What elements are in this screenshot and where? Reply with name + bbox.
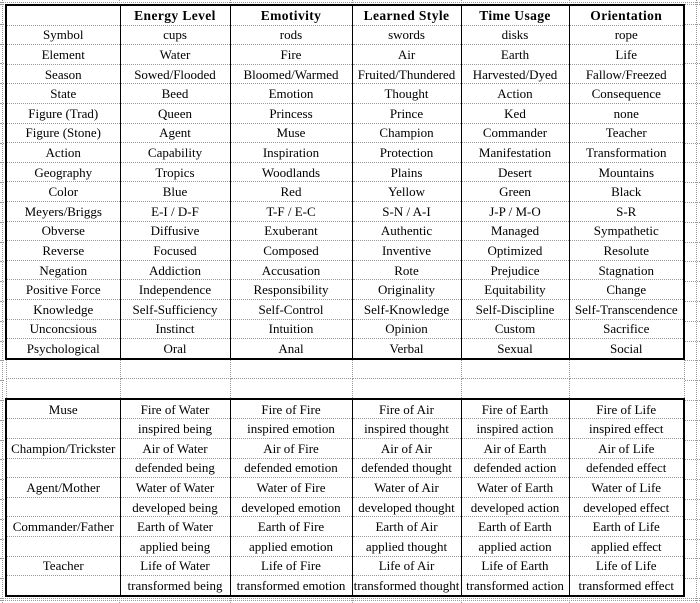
value-cell: Diffusive bbox=[120, 221, 230, 241]
value-cell: Earth of Life bbox=[569, 517, 684, 537]
value-cell: Plains bbox=[352, 162, 461, 182]
value-cell: Managed bbox=[461, 221, 569, 241]
table-row bbox=[6, 339, 684, 359]
table-row bbox=[6, 201, 684, 221]
correspondence-table-body bbox=[6, 5, 684, 596]
value-cell: inspired emotion bbox=[230, 419, 352, 439]
value-cell: Muse bbox=[230, 123, 352, 143]
value-cell: Red bbox=[230, 182, 352, 202]
value-cell: Originality bbox=[352, 280, 461, 300]
row-label bbox=[6, 458, 120, 478]
value-cell: applied action bbox=[461, 537, 569, 557]
table-row bbox=[6, 299, 684, 319]
column-header: Energy Level bbox=[120, 5, 230, 25]
table-row bbox=[6, 458, 684, 478]
value-cell: Water of Water bbox=[120, 478, 230, 498]
value-cell: developed emotion bbox=[230, 497, 352, 517]
gridline-horizontal bbox=[0, 2, 700, 3]
value-cell: Earth of Fire bbox=[230, 517, 352, 537]
row-label bbox=[6, 359, 120, 379]
value-cell: Self-Control bbox=[230, 299, 352, 319]
row-label: Symbol bbox=[6, 25, 120, 45]
value-cell: Princess bbox=[230, 103, 352, 123]
row-label: Knowledge bbox=[6, 299, 120, 319]
value-cell bbox=[569, 379, 684, 399]
value-cell: Sowed/Flooded bbox=[120, 64, 230, 84]
table-row bbox=[6, 556, 684, 576]
value-cell: Protection bbox=[352, 143, 461, 163]
value-cell: Blue bbox=[120, 182, 230, 202]
value-cell: Earth of Water bbox=[120, 517, 230, 537]
value-cell: Fruited/Thundered bbox=[352, 64, 461, 84]
column-header: Time Usage bbox=[461, 5, 569, 25]
table-row bbox=[6, 162, 684, 182]
value-cell: Life of Life bbox=[569, 556, 684, 576]
row-label: Season bbox=[6, 64, 120, 84]
value-cell: Air of Water bbox=[120, 439, 230, 459]
value-cell: Prejudice bbox=[461, 260, 569, 280]
value-cell: developed being bbox=[120, 497, 230, 517]
value-cell: Water of Life bbox=[569, 478, 684, 498]
value-cell: defended emotion bbox=[230, 458, 352, 478]
table-row bbox=[6, 241, 684, 261]
value-cell: Capability bbox=[120, 143, 230, 163]
value-cell: inspired being bbox=[120, 419, 230, 439]
value-cell: Responsibility bbox=[230, 280, 352, 300]
value-cell: Fire of Earth bbox=[461, 399, 569, 419]
value-cell bbox=[461, 359, 569, 379]
table-row bbox=[6, 399, 684, 419]
table-row bbox=[6, 439, 684, 459]
value-cell: Life of Fire bbox=[230, 556, 352, 576]
value-cell: Action bbox=[461, 84, 569, 104]
value-cell: Water of Fire bbox=[230, 478, 352, 498]
value-cell: Self-Sufficiency bbox=[120, 299, 230, 319]
value-cell: Custom bbox=[461, 319, 569, 339]
value-cell: Bloomed/Warmed bbox=[230, 64, 352, 84]
row-label: Muse bbox=[6, 399, 120, 419]
row-label: Positive Force bbox=[6, 280, 120, 300]
value-cell: transformed effect bbox=[569, 576, 684, 596]
table-row bbox=[6, 64, 684, 84]
value-cell: S-R bbox=[569, 201, 684, 221]
row-label: Figure (Trad) bbox=[6, 103, 120, 123]
value-cell: Earth of Earth bbox=[461, 517, 569, 537]
table-row bbox=[6, 103, 684, 123]
value-cell: Water bbox=[120, 45, 230, 65]
value-cell: Fire of Fire bbox=[230, 399, 352, 419]
row-label: Reverse bbox=[6, 241, 120, 261]
row-label: Element bbox=[6, 45, 120, 65]
table-row bbox=[6, 497, 684, 517]
value-cell: transformed action bbox=[461, 576, 569, 596]
value-cell: Fire of Air bbox=[352, 399, 461, 419]
value-cell: Consequence bbox=[569, 84, 684, 104]
value-cell: Sexual bbox=[461, 339, 569, 359]
value-cell: Fire of Life bbox=[569, 399, 684, 419]
row-label: Figure (Stone) bbox=[6, 123, 120, 143]
value-cell: Prince bbox=[352, 103, 461, 123]
value-cell: Self-Transcendence bbox=[569, 299, 684, 319]
value-cell: Earth of Air bbox=[352, 517, 461, 537]
value-cell: Resolute bbox=[569, 241, 684, 261]
value-cell: Water of Air bbox=[352, 478, 461, 498]
value-cell: J-P / M-O bbox=[461, 201, 569, 221]
row-label: Psychological bbox=[6, 339, 120, 359]
value-cell: Agent bbox=[120, 123, 230, 143]
value-cell: inspired thought bbox=[352, 419, 461, 439]
value-cell: Opinion bbox=[352, 319, 461, 339]
value-cell: Woodlands bbox=[230, 162, 352, 182]
value-cell: inspired effect bbox=[569, 419, 684, 439]
value-cell bbox=[569, 359, 684, 379]
value-cell: Change bbox=[569, 280, 684, 300]
row-label bbox=[6, 379, 120, 399]
value-cell: Verbal bbox=[352, 339, 461, 359]
value-cell: Self-Knowledge bbox=[352, 299, 461, 319]
table-row bbox=[6, 221, 684, 241]
table-row bbox=[6, 576, 684, 596]
table-row bbox=[6, 25, 684, 45]
value-cell: transformed emotion bbox=[230, 576, 352, 596]
value-cell: defended being bbox=[120, 458, 230, 478]
value-cell: applied effect bbox=[569, 537, 684, 557]
row-label: Unconcsious bbox=[6, 319, 120, 339]
value-cell: Fire of Water bbox=[120, 399, 230, 419]
value-cell bbox=[230, 379, 352, 399]
row-label: Agent/Mother bbox=[6, 478, 120, 498]
value-cell: developed thought bbox=[352, 497, 461, 517]
value-cell: Optimized bbox=[461, 241, 569, 261]
table-row bbox=[6, 419, 684, 439]
value-cell: rods bbox=[230, 25, 352, 45]
value-cell: defended action bbox=[461, 458, 569, 478]
row-label: Geography bbox=[6, 162, 120, 182]
gridline-horizontal bbox=[0, 600, 700, 601]
value-cell: Rote bbox=[352, 260, 461, 280]
value-cell: Champion bbox=[352, 123, 461, 143]
value-cell: Emotion bbox=[230, 84, 352, 104]
value-cell: developed action bbox=[461, 497, 569, 517]
value-cell: Earth bbox=[461, 45, 569, 65]
value-cell bbox=[352, 379, 461, 399]
row-label: State bbox=[6, 84, 120, 104]
row-label: Teacher bbox=[6, 556, 120, 576]
value-cell: Air bbox=[352, 45, 461, 65]
header-row bbox=[6, 5, 684, 25]
value-cell: applied being bbox=[120, 537, 230, 557]
column-header: Learned Style bbox=[352, 5, 461, 25]
table-row bbox=[6, 517, 684, 537]
row-label: Negation bbox=[6, 260, 120, 280]
value-cell bbox=[461, 379, 569, 399]
value-cell: S-N / A-I bbox=[352, 201, 461, 221]
value-cell: Desert bbox=[461, 162, 569, 182]
value-cell: Fire bbox=[230, 45, 352, 65]
value-cell: Life of Air bbox=[352, 556, 461, 576]
value-cell: Beed bbox=[120, 84, 230, 104]
spacer-row bbox=[6, 359, 684, 379]
row-label bbox=[6, 576, 120, 596]
row-label bbox=[6, 537, 120, 557]
value-cell: Mountains bbox=[569, 162, 684, 182]
value-cell: disks bbox=[461, 25, 569, 45]
value-cell: Inventive bbox=[352, 241, 461, 261]
row-label: Color bbox=[6, 182, 120, 202]
value-cell: applied thought bbox=[352, 537, 461, 557]
value-cell: Commander bbox=[461, 123, 569, 143]
value-cell: Composed bbox=[230, 241, 352, 261]
table-row bbox=[6, 319, 684, 339]
row-label: Obverse bbox=[6, 221, 120, 241]
row-label: Action bbox=[6, 143, 120, 163]
value-cell bbox=[120, 359, 230, 379]
value-cell: applied emotion bbox=[230, 537, 352, 557]
value-cell: Air of Air bbox=[352, 439, 461, 459]
table-row bbox=[6, 84, 684, 104]
value-cell: Oral bbox=[120, 339, 230, 359]
value-cell bbox=[120, 379, 230, 399]
column-header bbox=[6, 5, 120, 25]
value-cell: Tropics bbox=[120, 162, 230, 182]
value-cell: Life bbox=[569, 45, 684, 65]
value-cell: transformed being bbox=[120, 576, 230, 596]
value-cell: swords bbox=[352, 25, 461, 45]
value-cell: Focused bbox=[120, 241, 230, 261]
column-header: Emotivity bbox=[230, 5, 352, 25]
value-cell: Ked bbox=[461, 103, 569, 123]
table-row bbox=[6, 537, 684, 557]
value-cell: Air of Life bbox=[569, 439, 684, 459]
spacer-row bbox=[6, 379, 684, 399]
value-cell: Self-Discipline bbox=[461, 299, 569, 319]
row-label: Meyers/Briggs bbox=[6, 201, 120, 221]
value-cell: Accusation bbox=[230, 260, 352, 280]
value-cell: Authentic bbox=[352, 221, 461, 241]
value-cell: E-I / D-F bbox=[120, 201, 230, 221]
value-cell: Queen bbox=[120, 103, 230, 123]
table-row bbox=[6, 45, 684, 65]
value-cell: Social bbox=[569, 339, 684, 359]
value-cell: Thought bbox=[352, 84, 461, 104]
value-cell: rope bbox=[569, 25, 684, 45]
table-row bbox=[6, 478, 684, 498]
value-cell: Teacher bbox=[569, 123, 684, 143]
gridline-horizontal bbox=[0, 598, 700, 599]
table-row bbox=[6, 182, 684, 202]
value-cell: inspired action bbox=[461, 419, 569, 439]
value-cell: Anal bbox=[230, 339, 352, 359]
value-cell: Air of Fire bbox=[230, 439, 352, 459]
row-label: Champion/Trickster bbox=[6, 439, 120, 459]
value-cell: Stagnation bbox=[569, 260, 684, 280]
value-cell: Addiction bbox=[120, 260, 230, 280]
value-cell: Transformation bbox=[569, 143, 684, 163]
value-cell: Exuberant bbox=[230, 221, 352, 241]
value-cell: Green bbox=[461, 182, 569, 202]
row-label: Commander/Father bbox=[6, 517, 120, 537]
column-header: Orientation bbox=[569, 5, 684, 25]
value-cell: Instinct bbox=[120, 319, 230, 339]
value-cell: Air of Earth bbox=[461, 439, 569, 459]
table-row bbox=[6, 260, 684, 280]
value-cell: none bbox=[569, 103, 684, 123]
value-cell: Fallow/Freezed bbox=[569, 64, 684, 84]
value-cell: Black bbox=[569, 182, 684, 202]
value-cell: Life of Earth bbox=[461, 556, 569, 576]
value-cell: Sacrifice bbox=[569, 319, 684, 339]
value-cell: transformed thought bbox=[352, 576, 461, 596]
correspondence-table bbox=[5, 4, 685, 597]
value-cell: Yellow bbox=[352, 182, 461, 202]
value-cell bbox=[230, 359, 352, 379]
row-label bbox=[6, 419, 120, 439]
value-cell: defended effect bbox=[569, 458, 684, 478]
value-cell: Manifestation bbox=[461, 143, 569, 163]
value-cell: T-F / E-C bbox=[230, 201, 352, 221]
table-row bbox=[6, 280, 684, 300]
value-cell: Equitability bbox=[461, 280, 569, 300]
value-cell: cups bbox=[120, 25, 230, 45]
value-cell: Independence bbox=[120, 280, 230, 300]
value-cell: Sympathetic bbox=[569, 221, 684, 241]
value-cell: Intuition bbox=[230, 319, 352, 339]
value-cell: defended thought bbox=[352, 458, 461, 478]
table-row bbox=[6, 143, 684, 163]
value-cell: Water of Earth bbox=[461, 478, 569, 498]
value-cell: Harvested/Dyed bbox=[461, 64, 569, 84]
table-row bbox=[6, 123, 684, 143]
value-cell: Life of Water bbox=[120, 556, 230, 576]
value-cell: Inspiration bbox=[230, 143, 352, 163]
value-cell bbox=[352, 359, 461, 379]
value-cell: developed effect bbox=[569, 497, 684, 517]
row-label bbox=[6, 497, 120, 517]
